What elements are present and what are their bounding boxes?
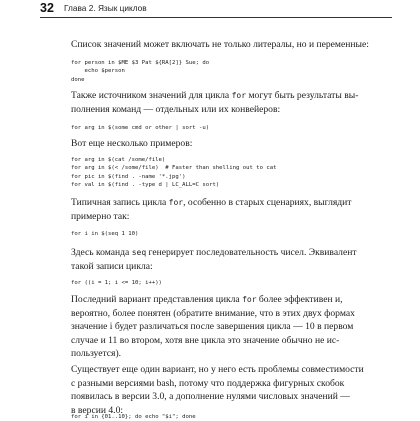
paragraph-6-text: более эффективен и,: [256, 294, 343, 305]
paragraph-6-text: случае и 11 во втором, хотя вне цикла это значение обычно не ис-: [71, 334, 340, 346]
paragraph-1: [71, 38, 369, 52]
code-line: for i in {01..10}; do echo "$i"; done: [71, 414, 196, 420]
code-line: for i in $(seq 1 10): [71, 231, 139, 237]
paragraph-7: [71, 363, 364, 417]
inline-code-for: for: [168, 198, 184, 207]
paragraph-2-text: Также источником значений для цикла: [71, 90, 232, 101]
code-line: echo $person: [71, 68, 125, 75]
paragraph-4-text: Типичная запись цикла: [71, 197, 169, 208]
inline-code-seq: seq: [131, 248, 147, 257]
paragraph-3-line-1: Вот еще несколько примеров:: [71, 138, 193, 149]
chapter-title: Глава 2. Язык циклов: [64, 3, 147, 13]
paragraph-4-text: , особенно в старых сценариях, выглядит: [183, 197, 352, 208]
paragraph-2-text: полнения команд — отдельных или их конвейеров:: [71, 103, 281, 115]
code-line: done: [71, 76, 85, 83]
running-header: [40, 2, 392, 16]
code-line: for person in $ME $3 Pat ${RA[2]} Sue; do: [71, 60, 210, 66]
paragraph-7-text: в версии 4.0:: [71, 404, 124, 416]
paragraph-6-text: пользуется).: [71, 348, 122, 359]
code-line: for val in $(find . -type d | LC_ALL=C sort): [71, 181, 220, 188]
inline-code-for: for: [231, 91, 247, 100]
code-line: for arg in $(< /some/file) # Faster than shelling out to cat: [71, 165, 277, 172]
code-block-2: [71, 124, 371, 132]
paragraph-6-text: вероятно, более понятен (обратите внимание, что в этих двух формах: [71, 307, 355, 319]
inline-code-for: for: [242, 295, 257, 304]
paragraph-6: [71, 293, 354, 361]
paragraph-6-text: Последний вариант представления цикла: [71, 294, 243, 305]
paragraph-5-text: такой записи цикла:: [71, 260, 153, 272]
paragraph-6-text: значение i будет различаться после завершения цикла — 10 в первом: [71, 321, 354, 332]
code-line: for arg in $(cat /some/file): [71, 157, 166, 163]
code-line: for ((i = 1; i <= 10; i++)): [71, 280, 162, 286]
paragraph-7-text: появилась в версии 3.0, а дополнение нулями числовых значений —: [71, 391, 350, 402]
paragraph-1-line-1: Список значений может включать не только литералы, но и переменные:: [71, 39, 369, 50]
paragraph-5-text: генерирует последовательность чисел. Эквивалент: [146, 247, 357, 258]
paragraph-7-text: с разными версиями bash, потому что поддержка фигурных скобок: [71, 377, 345, 389]
code-block-3: [71, 156, 371, 189]
paragraph-5-text: Здесь команда: [71, 247, 132, 258]
paragraph-4-text: примерно так:: [71, 210, 130, 222]
page-number: 32: [40, 1, 54, 15]
paragraph-3: [71, 137, 354, 151]
code-block-4: [71, 230, 371, 238]
paragraph-5: [71, 246, 357, 273]
code-block-1: [71, 59, 371, 84]
code-line: for pic in $(find . -name '*.jpg'): [71, 173, 186, 180]
paragraph-2: [71, 89, 359, 116]
paragraph-2-text: могут быть результаты вы-: [246, 90, 359, 101]
header-rule: [40, 17, 392, 18]
code-line: for arg in $(some cmd or other | sort -u): [71, 125, 210, 131]
code-block-5: [71, 279, 371, 287]
paragraph-4: [71, 196, 354, 223]
paragraph-7-text: Существует еще один вариант, но у него есть проблемы совместимости: [71, 364, 364, 375]
